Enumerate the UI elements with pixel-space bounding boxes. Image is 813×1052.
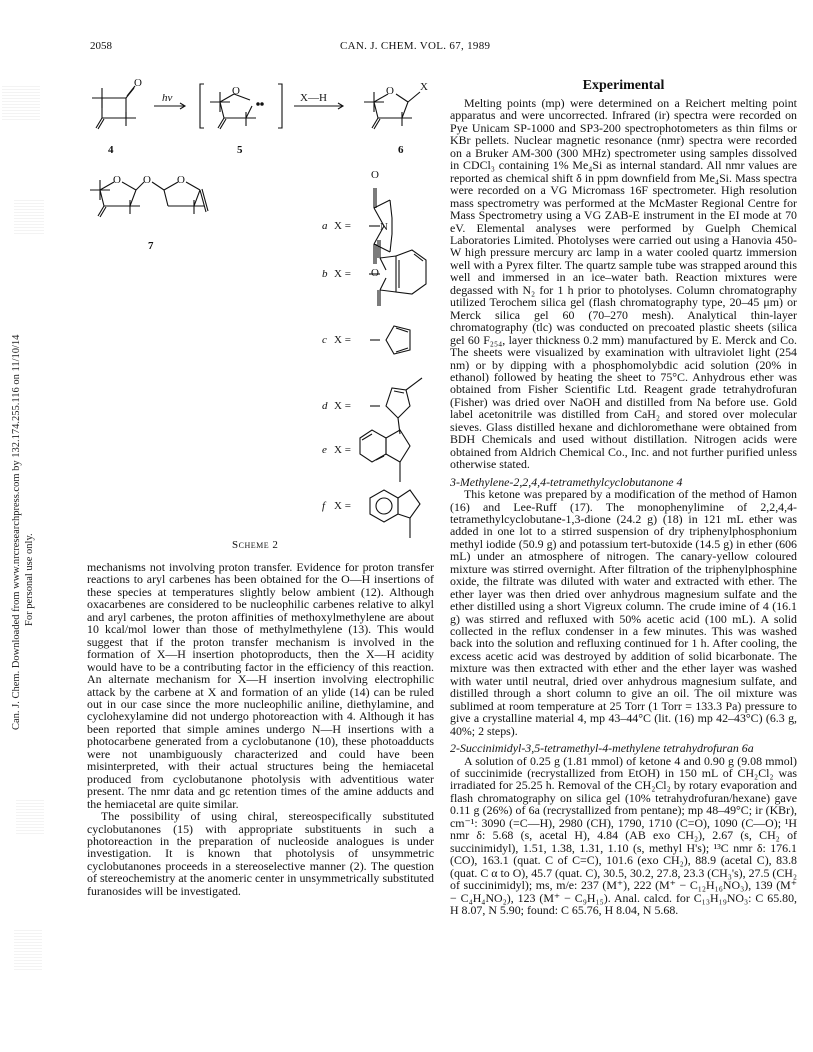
item-b-letter: b: [322, 268, 328, 280]
svg-text:O: O: [371, 267, 379, 279]
substituent-c-imidazole: [370, 326, 410, 354]
arrow-label-xh: X—H: [300, 92, 327, 104]
item-c-xeq: X =: [334, 334, 351, 346]
item-a-xeq: X =: [334, 220, 351, 232]
item-a-letter: a: [322, 220, 328, 232]
compound-5-structure: [210, 92, 256, 129]
compound-label-4: 4: [108, 144, 114, 156]
left-paragraph-2: The possibility of using chiral, stereospecifically substituted cyclobutanones (15) with appropriate substituents in such a photoreaction in the preparation of nucleoside analogues is under investigation. It is known that photolysis of unsymmetric cyclobutanones proceeds in a stereoselective manner (2). The question of stereochemistry at the anomeric center in unsymmetrically substituted furanosides will be investigated.: [87, 809, 434, 898]
item-e-letter: e: [322, 444, 327, 456]
arrow-label-hv: hν: [162, 92, 173, 104]
item-d-letter: d: [322, 400, 328, 412]
left-paragraph-1: mechanisms not involving proton transfer. Evidence for proton transfer reactions to aryl carbenes has been obtained for the O—H insertions of these species at temperatures slightly below ambient (12). Although oxacarbenes are considered to be nucleophilic carbenes relative to alkyl and aryl carbenes, the proton affinities of methoxylmethylene are about 10 kcal/mol lower than those of methylmethylene (13). This would suggest that if the proton transfer mechanism is involved in the formation of X—H insertion photoproducts, then the X—H acidity would have to be a contributing factor in the efficiency of this reaction. An alternate mechanism for X—H insertion involving electrophilic attack by the carbene at X and formation of an ylide (14) can be ruled out in our case since the more nucleophilic aniline, diethylamine, and cyclohexylamine did not undergo photoreaction with 4. Although it has been reported that simple amines undergo N—H insertions with a photocarbene generated from a cyclobutanone (10), these photoadducts were not unambiguously characterized and could have been misinterpreted, with their actual structures being the hemiacetal produced from cyclobutanone photolysis with adventitious water present. The nmr data and gc retention times of the amine adducts and the hemiacetal are quite similar.: [87, 560, 434, 811]
right-column: [450, 97, 797, 916]
svg-text:O: O: [113, 174, 121, 186]
substituent-d-pyrazole: [370, 378, 422, 434]
compound-6a-paragraph: A solution of 0.25 g (1.81 mmol) of ketone 4 and 0.90 g (9.08 mmol) of succinimide (recrystallized from EtOH) in 150 mL of CH₂Cl₂ was irradiated for 25.25 h. Removal of the CH₂Cl₂ by rotary evaporation and flash chromatography on silica gel (10% tetrahydrofuran/hexane) gave 0.11 g (26%) of 6a (recrystallized from pentane); mp 48–49°C; ir (KBr), cm⁻¹: 3090 (=C—H), 2980 (CH), 1790, 1710 (C=O), 1090 (C—O); ¹H nmr δ: 5.68 (s, acetal H), 4.84 (AB exo CH₂), 2.67 (s, CH₂ of succinimidyl), 1.51, 1.38, 1.31, 1.10 (s, methyl H's); ¹³C nmr δ: 176.1 (CO), 163.1 (quat. C of C=C), 101.6 (exo CH₂), 88.9 (acetal C), 83.8 (quat. C α to O), 45.7 (quat. C), 30.5, 30.2, 27.8, 23.3 (CH₃'s), 27.5 (CH₂ of succinimidyl); ms, m/e: 237 (M⁺), 222 (M⁺ − C₁₂H₁₆NO₃), 139 (M⁺ − C₄H₄NO₂), 123 (M⁺ − C₉H₁₅). Anal. calcd. for C₁₃H₁₉NO₃: C 65.80, H 8.07, N 5.90; found: C 65.76, H 8.04, N 5.68.: [450, 753, 797, 917]
compound-4-paragraph: This ketone was prepared by a modification of the method of Hamon (16) and Lee-Ruff (17). The monophenylimine of 2,2,4,4-tetramethylcyclobutane-1,3-dione (24.2 g) (18) in 121 mL ether was added in one lot to a stirred suspension of dry triphenylphosphonium methyl iodide (50.9 g) and potassium tert-butoxide (14.5 g) in ether (606 mL) under an atmosphere of nitrogen. The canary-yellow coloured mixture was stirred overnight. After filtration of the triphenylphosphine oxide, the filtrate was diluted with water and extracted with ether. The ether layer was then dried over anhydrous magnesium sulfate and the ether distilled using a short Vigreux column. The crude imine of 4 (16.1 g) was stirred and refluxed with 50% acetic acid (100 mL). A solid collected in the reflux condenser in a few minutes. This was washed back into the solution and refluxing continued for 1 h. After cooling, the excess acetic acid was destroyed by addition of solid bicarbonate. The mixture was then extracted with ether and the ether layer was washed with water until neutral, dried over anhydrous magnesium sulfate, and distilled through a short column to give an oil. The oil mixture was sublimed at room temperature at 25 Torr (1 Torr = 133.3 Pa) pressure to give a crystalline material 4, mp 43–44°C (lit. (16) mp 42–43°C) (6.3 g, 40%; 2 steps).: [450, 487, 797, 738]
scan-smudge: [14, 200, 44, 234]
item-e-xeq: X =: [334, 444, 351, 456]
substituent-f-benzimidazole: [370, 490, 420, 538]
scan-smudge: [2, 84, 40, 120]
download-notice-line2: For personal use only.: [24, 533, 35, 626]
svg-text:O: O: [143, 174, 151, 186]
item-f-letter: f: [322, 500, 326, 512]
section-title-experimental: Experimental: [582, 78, 665, 93]
compound-4-structure: [92, 86, 136, 129]
item-b-xeq: X =: [334, 268, 351, 280]
compound-label-6: 6: [398, 144, 404, 156]
svg-text:O: O: [371, 169, 379, 181]
item-d-xeq: X =: [334, 400, 351, 412]
compound-label-7: 7: [148, 240, 154, 252]
item-c-letter: c: [322, 334, 327, 346]
scheme-caption: Scheme 2: [232, 539, 279, 551]
scan-smudge: [16, 800, 44, 834]
item-f-xeq: X =: [334, 500, 351, 512]
subheading-compound-4: 3-Methylene-2,2,4,4-tetramethylcyclobutanone 4: [450, 474, 683, 489]
svg-text:O: O: [386, 85, 394, 97]
left-column: [87, 561, 434, 897]
svg-text:O: O: [232, 85, 240, 97]
substituent-e-purine: [360, 430, 410, 482]
compound-label-5: 5: [237, 144, 243, 156]
scheme-2-structures: [80, 68, 460, 552]
svg-text:X: X: [420, 81, 428, 93]
compound-6-structure: [364, 92, 420, 129]
running-header: CAN. J. CHEM. VOL. 67, 1989: [340, 40, 491, 52]
svg-text:O: O: [177, 174, 185, 186]
download-notice-line1: Can. J. Chem. Downloaded from www.nrcresearchpress.com by 132.174.255.116 on 11/10/14: [11, 334, 22, 730]
page-number: 2058: [90, 40, 112, 52]
subheading-compound-6a: 2-Succinimidyl-3,5-tetramethyl-4-methylene tetrahydrofuran 6a: [450, 741, 754, 756]
scan-smudge: [14, 930, 42, 970]
download-notice: [8, 270, 60, 730]
svg-text:N: N: [380, 221, 388, 233]
experimental-paragraph: Melting points (mp) were determined on a Reichert melting point apparatus and were uncorrected. Infrared (ir) spectra were recorded on Pye Unicam SP-1000 and SP3-200 spectrophotometers as thin films or KBr pellets. Nuclear magnetic resonance (nmr) spectra were recorded on a Bruker AM-300 (300 MHz) spectrometer using samples dissolved in CDCl₃ containing 1% Me₄Si as internal standard. All nmr values are reported as chemical shift δ in ppm downfield from Me₄Si. Mass spectra were recorded on a VG Micromass 16F spectrometer. High resolution mass spectrometry was performed at the McMaster Regional Centre for Mass Spectrometry using a VG ZAB-E instrument in the EI mode at 70 eV. Elemental analyses were performed by Guelph Chemical Laboratories Limited. Photolyses were carried out using a Hanovia 450-W high pressure mercury arc lamp in a water cooled quartz immersion well with a Pyrex filter. The quartz sample tube was strapped around this well and immersed in an ice–water bath. Reaction mixtures were degassed with N₂ for 1 h prior to photolyses. Column chromatography utilized Terochem silica gel (flash chromatography type, 20–45 μm) or Merck silica gel 60 (70–270 mesh). Analytical thin-layer chromatography (tlc) was conducted on precoated plastic sheets (silica gel 60 F₂₅₄, layer thickness 0.2 mm) manufactured by E. Merck and Co. The sheets were visualized by examination with ultraviolet light (254 nm) or by dipping with a phosphomolybdic acid solution (20% in ethanol) followed by heating the sheet to 75°C. Anhydrous ether was obtained from Fisher Scientific Ltd. Reagent grade tetrahydrofuran (Fisher) was dried over NaOH and distilled from Na before use. Gold label acetonitrile was distilled from CaH₂ and stored over molecular sieves. Glass distilled hexane and dichloromethane were obtained from BDH Chemicals and used without distillation. Nitrogen acids were obtained from Aldrich Chemical Co., Inc. and not further purified unless otherwise stated.: [450, 96, 797, 472]
atom-O: O: [134, 77, 142, 89]
